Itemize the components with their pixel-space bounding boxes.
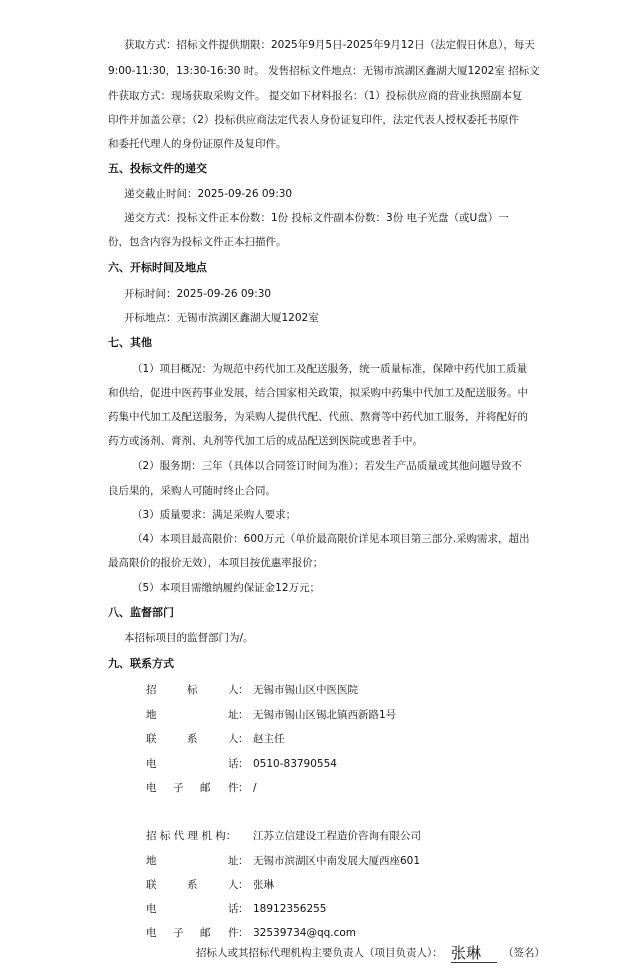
tenderer-email: / <box>253 782 257 794</box>
agency-contact: 张琳 <box>253 879 274 891</box>
submit-method-line-2: 份，包含内容为投标文件正本扫描件。 <box>108 236 287 248</box>
item-1-line-2: 和供给，促进中医药事业发展，结合国家相关政策，拟采购中药集中代加工及配送服务。中 <box>108 387 528 399</box>
section-9-heading: 九、联系方式 <box>108 657 174 670</box>
item-4-line-2: 最高限价的报价无效），本项目按优惠率报价； <box>108 557 324 569</box>
item-2-line-2: 良后果的，采购人可随时终止合同。 <box>108 485 276 497</box>
acquire-line-2: 9:00-11:30，13:30-16:30 时。 发售招标文件地点：无锡市滨湖区鑫湖大厦1202室 招标文 <box>108 65 540 77</box>
submit-deadline: 递交截止时间：2025-09-26 09:30 <box>124 188 293 200</box>
handwritten-signature: 张琳 <box>451 944 497 963</box>
item-4-line-1: （4）本项目最高限价：600万元（单价最高限价详见本项目第三部分.采购需求，超出 <box>132 533 530 545</box>
section-6-heading: 六、开标时间及地点 <box>108 261 207 274</box>
sign-suffix: （签名） <box>503 947 545 959</box>
supervision-text: 本招标项目的监督部门为/。 <box>124 632 254 644</box>
item-1-line-1: （1）项目概况：为规范中药代加工及配送服务，统一质量标准，保障中药代加工质量 <box>132 363 528 375</box>
opening-time: 开标时间：2025-09-26 09:30 <box>124 288 272 300</box>
acquire-line-4: 印件并加盖公章；（2）投标供应商法定代表人身份证复印件，法定代表人授权委托书原件 <box>108 114 519 126</box>
item-2-line-1: （2）服务期：三年（具体以合同签订时间为准）；若发生产品质量或其他问题导致不 <box>132 460 522 472</box>
item-1-line-4: 药方或汤剂、膏剂、丸剂等代加工后的成品配送到医院或患者手中。 <box>108 435 423 447</box>
item-3: （3）质量要求：满足采购人要求； <box>132 509 297 521</box>
acquire-line-3: 件获取方式：现场获取采购文件。 提交如下材料报名：（1）投标供应商的营业执照副本复 <box>108 90 523 102</box>
section-7-heading: 七、其他 <box>108 336 152 349</box>
agency-phone: 18912356255 <box>253 903 327 915</box>
sign-line-label: 招标人或其招标代理机构主要负责人（项目负责人）： <box>196 947 443 959</box>
acquire-line-5: 和委托代理人的身份证原件及复印件。 <box>108 138 287 150</box>
tenderer-name: 无锡市锡山区中医医院 <box>253 684 358 696</box>
section-5-heading: 五、投标文件的递交 <box>108 162 207 175</box>
tenderer-phone: 0510-83790554 <box>253 758 337 770</box>
agency-name: 江苏立信建设工程造价咨询有限公司 <box>253 830 421 842</box>
acquire-line-1: 获取方式：招标文件提供期限：2025年9月5日-2025年9月12日（法定假日休息），每天 <box>124 39 535 51</box>
tenderer-contact: 赵主任 <box>253 733 285 745</box>
agency-address: 无锡市滨湖区中南发展大厦西座601 <box>253 855 421 867</box>
tenderer-address: 无锡市锡山区锡北镇西新路1号 <box>253 709 397 721</box>
item-1-line-3: 药集中代加工及配送服务，为采购人提供代配、代煎、熬膏等中药代加工服务，并将配好的 <box>108 411 528 423</box>
agency-email: 32539734@qq.com <box>253 927 357 939</box>
submit-method-line-1: 递交方式：投标文件正本份数：1份 投标文件副本份数：3份 电子光盘（或U盘）一 <box>124 212 509 224</box>
item-5: （5）本项目需缴纳履约保证金12万元； <box>132 582 321 594</box>
opening-place: 开标地点：无锡市滨湖区鑫湖大厦1202室 <box>124 312 319 324</box>
agency-label: 招 标 代 理 机 构： <box>146 830 237 842</box>
section-8-heading: 八、监督部门 <box>108 606 174 619</box>
